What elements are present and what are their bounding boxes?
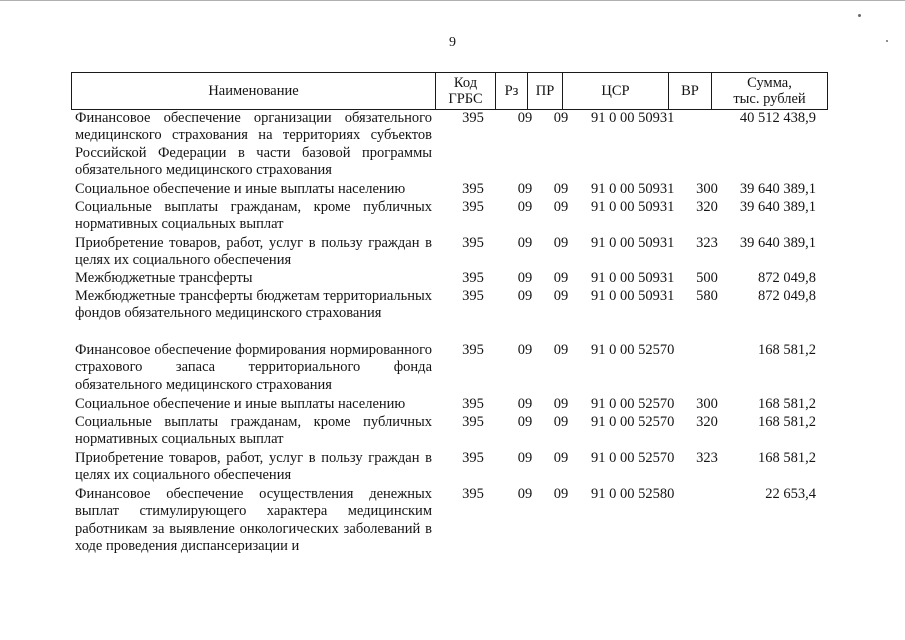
row-vr: 320 bbox=[696, 414, 718, 430]
row-pr: 09 bbox=[553, 288, 569, 304]
row-rz: 09 bbox=[517, 486, 533, 502]
row-grbs: 395 bbox=[462, 396, 484, 412]
row-vr: 300 bbox=[696, 181, 718, 197]
row-name: Межбюджетные трансферты бюджетам территориальных фондов обязательного медицинского страхования bbox=[75, 288, 432, 322]
header-vr: ВР bbox=[669, 73, 712, 110]
header-rz: Рз bbox=[496, 73, 528, 110]
row-pr: 09 bbox=[553, 235, 569, 251]
row-sum: 872 049,8 bbox=[758, 270, 816, 286]
row-name: Финансовое обеспечение организации обязательного медицинского страхования на территориях субъектов Российской Федерации в части базовой программы обязательного медицинского страхования bbox=[75, 110, 432, 179]
row-name: Приобретение товаров, работ, услуг в пользу граждан в целях их социального обеспечения bbox=[75, 450, 432, 484]
row-sum: 39 640 389,1 bbox=[739, 181, 816, 197]
header-csr: ЦСР bbox=[563, 73, 669, 110]
row-rz: 09 bbox=[517, 235, 533, 251]
row-vr: 500 bbox=[696, 270, 718, 286]
row-pr: 09 bbox=[553, 181, 569, 197]
row-csr: 91 0 00 52580 bbox=[591, 486, 675, 502]
row-vr: 320 bbox=[696, 199, 718, 215]
page-number: 9 bbox=[449, 35, 456, 50]
row-pr: 09 bbox=[553, 414, 569, 430]
row-sum: 168 581,2 bbox=[758, 414, 816, 430]
row-pr: 09 bbox=[553, 110, 569, 126]
row-grbs: 395 bbox=[462, 450, 484, 466]
row-vr: 580 bbox=[696, 288, 718, 304]
row-pr: 09 bbox=[553, 396, 569, 412]
row-sum: 168 581,2 bbox=[758, 342, 816, 358]
row-csr: 91 0 00 50931 bbox=[591, 288, 675, 304]
row-sum: 39 640 389,1 bbox=[739, 199, 816, 215]
row-pr: 09 bbox=[553, 199, 569, 215]
row-pr: 09 bbox=[553, 486, 569, 502]
row-grbs: 395 bbox=[462, 235, 484, 251]
row-sum: 22 653,4 bbox=[765, 486, 816, 502]
row-csr: 91 0 00 50931 bbox=[591, 235, 675, 251]
row-pr: 09 bbox=[553, 450, 569, 466]
row-sum: 168 581,2 bbox=[758, 450, 816, 466]
row-csr: 91 0 00 52570 bbox=[591, 396, 675, 412]
row-rz: 09 bbox=[517, 414, 533, 430]
row-vr: 323 bbox=[696, 235, 718, 251]
row-name: Социальное обеспечение и иные выплаты населению bbox=[75, 396, 406, 412]
table-header bbox=[71, 72, 828, 110]
row-sum: 40 512 438,9 bbox=[739, 110, 816, 126]
row-rz: 09 bbox=[517, 396, 533, 412]
row-csr: 91 0 00 50931 bbox=[591, 270, 675, 286]
row-csr: 91 0 00 50931 bbox=[591, 181, 675, 197]
row-csr: 91 0 00 50931 bbox=[591, 110, 675, 126]
scan-top-edge bbox=[0, 0, 905, 1]
row-vr: 323 bbox=[696, 450, 718, 466]
row-csr: 91 0 00 52570 bbox=[591, 342, 675, 358]
row-rz: 09 bbox=[517, 181, 533, 197]
row-sum: 872 049,8 bbox=[758, 288, 816, 304]
row-grbs: 395 bbox=[462, 199, 484, 215]
row-pr: 09 bbox=[553, 342, 569, 358]
header-name: Наименование bbox=[72, 73, 436, 110]
header-pr: ПР bbox=[528, 73, 563, 110]
row-name: Межбюджетные трансферты bbox=[75, 270, 253, 286]
row-vr: 300 bbox=[696, 396, 718, 412]
row-csr: 91 0 00 52570 bbox=[591, 414, 675, 430]
row-name: Финансовое обеспечение осуществления денежных выплат стимулирующего характера медицинским работникам за выявление онкологических заболеваний в ходе проведения диспансеризации и bbox=[75, 486, 432, 555]
header-sum: Сумма, тыс. рублей bbox=[712, 73, 828, 110]
header-grbs: Код ГРБС bbox=[436, 73, 496, 110]
row-rz: 09 bbox=[517, 199, 533, 215]
row-grbs: 395 bbox=[462, 270, 484, 286]
row-name: Социальные выплаты гражданам, кроме публичных нормативных социальных выплат bbox=[75, 199, 432, 233]
row-csr: 91 0 00 52570 bbox=[591, 450, 675, 466]
row-rz: 09 bbox=[517, 450, 533, 466]
row-grbs: 395 bbox=[462, 110, 484, 126]
row-grbs: 395 bbox=[462, 414, 484, 430]
row-grbs: 395 bbox=[462, 342, 484, 358]
row-name: Финансовое обеспечение формирования нормированного страхового запаса территориального фонда обязательного медицинского страхования bbox=[75, 342, 432, 393]
row-rz: 09 bbox=[517, 342, 533, 358]
row-pr: 09 bbox=[553, 270, 569, 286]
row-name: Приобретение товаров, работ, услуг в пользу граждан в целях их социального обеспечения bbox=[75, 235, 432, 269]
row-name: Социальное обеспечение и иные выплаты населению bbox=[75, 181, 406, 197]
row-grbs: 395 bbox=[462, 181, 484, 197]
row-grbs: 395 bbox=[462, 288, 484, 304]
row-name: Социальные выплаты гражданам, кроме публичных нормативных социальных выплат bbox=[75, 414, 432, 448]
row-rz: 09 bbox=[517, 110, 533, 126]
row-csr: 91 0 00 50931 bbox=[591, 199, 675, 215]
row-rz: 09 bbox=[517, 270, 533, 286]
row-grbs: 395 bbox=[462, 486, 484, 502]
row-sum: 39 640 389,1 bbox=[739, 235, 816, 251]
row-sum: 168 581,2 bbox=[758, 396, 816, 412]
scan-speck bbox=[858, 14, 861, 17]
row-rz: 09 bbox=[517, 288, 533, 304]
